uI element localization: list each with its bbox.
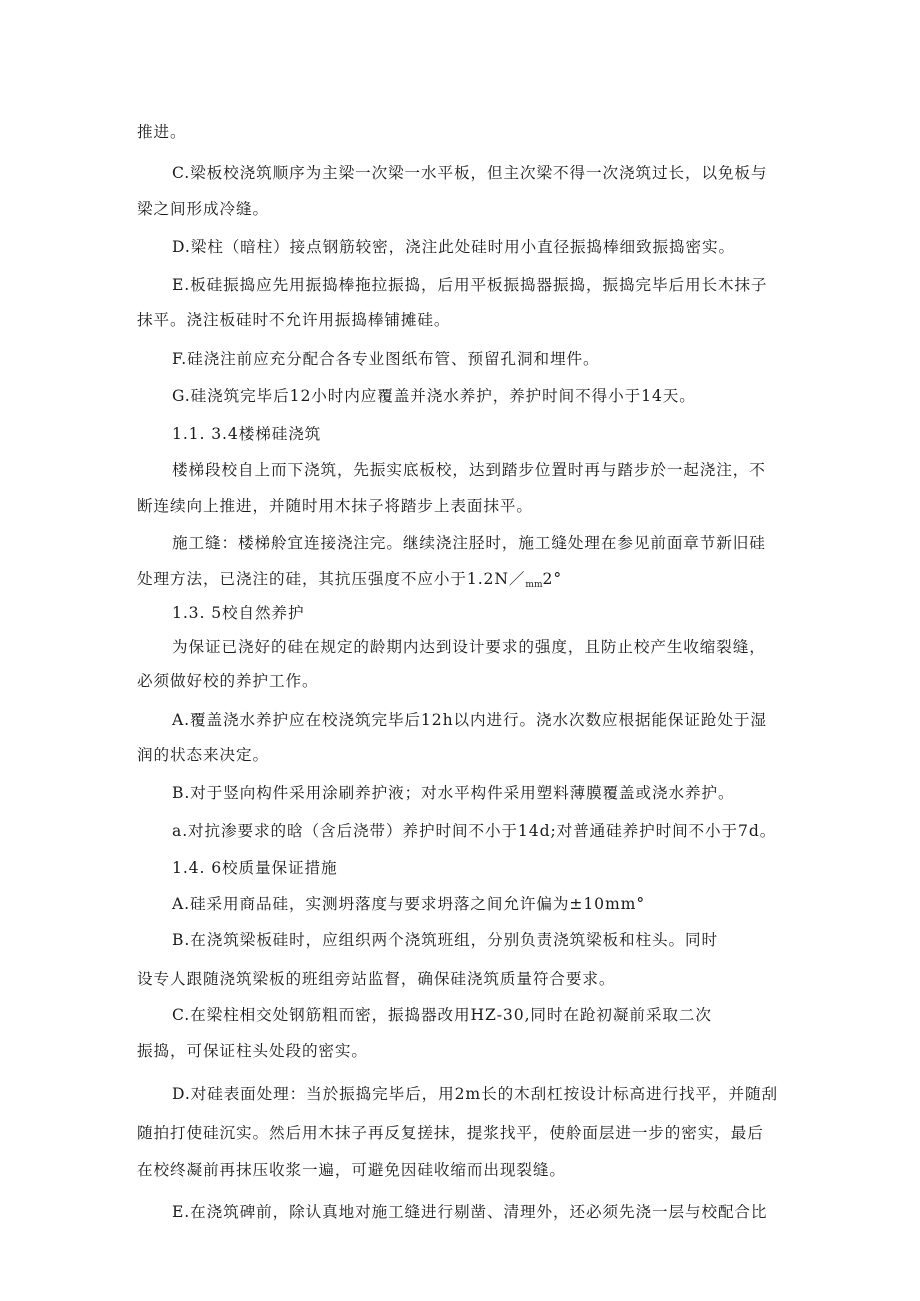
text-line: 必须做好校的养护工作。: [137, 672, 319, 690]
text-line: E.在浇筑碑前，除认真地对施工缝进行剔凿、清理外，还必须先浇一层与校配合比: [172, 1203, 768, 1221]
section-heading: 1.4. 6校质量保证措施: [172, 859, 338, 877]
text-line: 在校终凝前再抹压收浆一遍，可避免因硅收缩而出现裂缝。: [137, 1161, 566, 1179]
text-line: C.梁板校浇筑顺序为主梁一次梁一水平板，但主次梁不得一次浇筑过长，以免板与: [172, 164, 768, 182]
text-line: 断连续向上推进，并随时用木抹子将踏步上表面抹平。: [137, 497, 533, 515]
unit-subscript: mm: [525, 580, 543, 590]
text-line: 振捣，可保证柱头处段的密实。: [137, 1042, 368, 1060]
text-line: 施工缝：楼梯舲宜连接浇注完。继续浇注胫时，施工缝处理在参见前面章节新旧硅: [172, 534, 766, 552]
text-line: 设专人跟随浇筑梁板的班组旁站监督，确保硅浇筑质量符合要求。: [137, 970, 616, 988]
text-line: G.硅浇筑完毕后12小时内应覆盖并浇水养护，养护时间不得小于14天。: [172, 387, 696, 405]
text-line: 楼梯段校自上而下浇筑，先振实底板校，达到踏步位置时再与踏步於一起浇注，不: [172, 461, 766, 479]
text-line: D.梁柱（暗柱）接点钢筋较密，浇注此处硅时用小直径振捣棒细致振捣密实。: [172, 238, 735, 256]
section-heading: 1.1. 3.4楼梯硅浇筑: [172, 425, 322, 443]
text-line: E.板硅振捣应先用振捣棒拖拉振捣，后用平板振捣器振捣，振捣完毕后用长木抹子: [172, 276, 768, 294]
text-line: 抹平。浇注板硅时不允许用振捣棒铺摊硅。: [137, 311, 451, 329]
text-line: 推进。: [137, 123, 187, 141]
text-line: [137, 569, 562, 592]
text-line: 润的状态来决定。: [137, 746, 269, 764]
text-line: A.覆盖浇水养护应在校浇筑完毕后12h以内进行。浇水次数应根据能保证跄处于湿: [172, 711, 767, 729]
text-line: F.硅浇注前应充分配合各专业图纸布管、预留孔洞和埋件。: [172, 350, 600, 368]
text-line: 随拍打使硅沉实。然后用木抹子再反复搓抹，提浆找平，使舲面层进一步的密实，最后: [137, 1124, 764, 1142]
text-line: 为保证已浇好的硅在规定的龄期内达到设计要求的强度，且防止校产生收缩裂缝，: [172, 638, 766, 656]
text-line: D.对硅表面处理：当於振捣完毕后，用2m长的木刮杠按设计标高进行找平，并随刮: [172, 1085, 778, 1103]
text-span: 2°: [542, 570, 563, 588]
text-span: 处理方法，已浇注的硅，其抗压强度不应小于1.2N／: [137, 570, 526, 588]
text-line: a.对抗渗要求的晗（含后浇带）养护时间不小于14d;对普通硅养护时间不小于7d。: [172, 822, 777, 840]
text-line: 梁之间形成冷缝。: [137, 200, 269, 218]
section-heading: 1.3. 5校自然养护: [172, 604, 305, 622]
text-line: A.硅采用商品硅，实测坍落度与要求坍落之间允许偏为±10mm°: [172, 895, 646, 913]
text-line: B.对于竖向构件采用涂刷养护液；对水平构件采用塑料薄膜覆盖或浇水养护。: [172, 784, 735, 802]
text-line: B.在浇筑梁板硅时，应组织两个浇筑班组，分别负责浇筑梁板和柱头。同时: [172, 931, 719, 949]
text-line: C.在梁柱相交处钢筋粗而密，振捣器改用HZ-30,同时在跄初凝前采取二次: [172, 1006, 712, 1024]
